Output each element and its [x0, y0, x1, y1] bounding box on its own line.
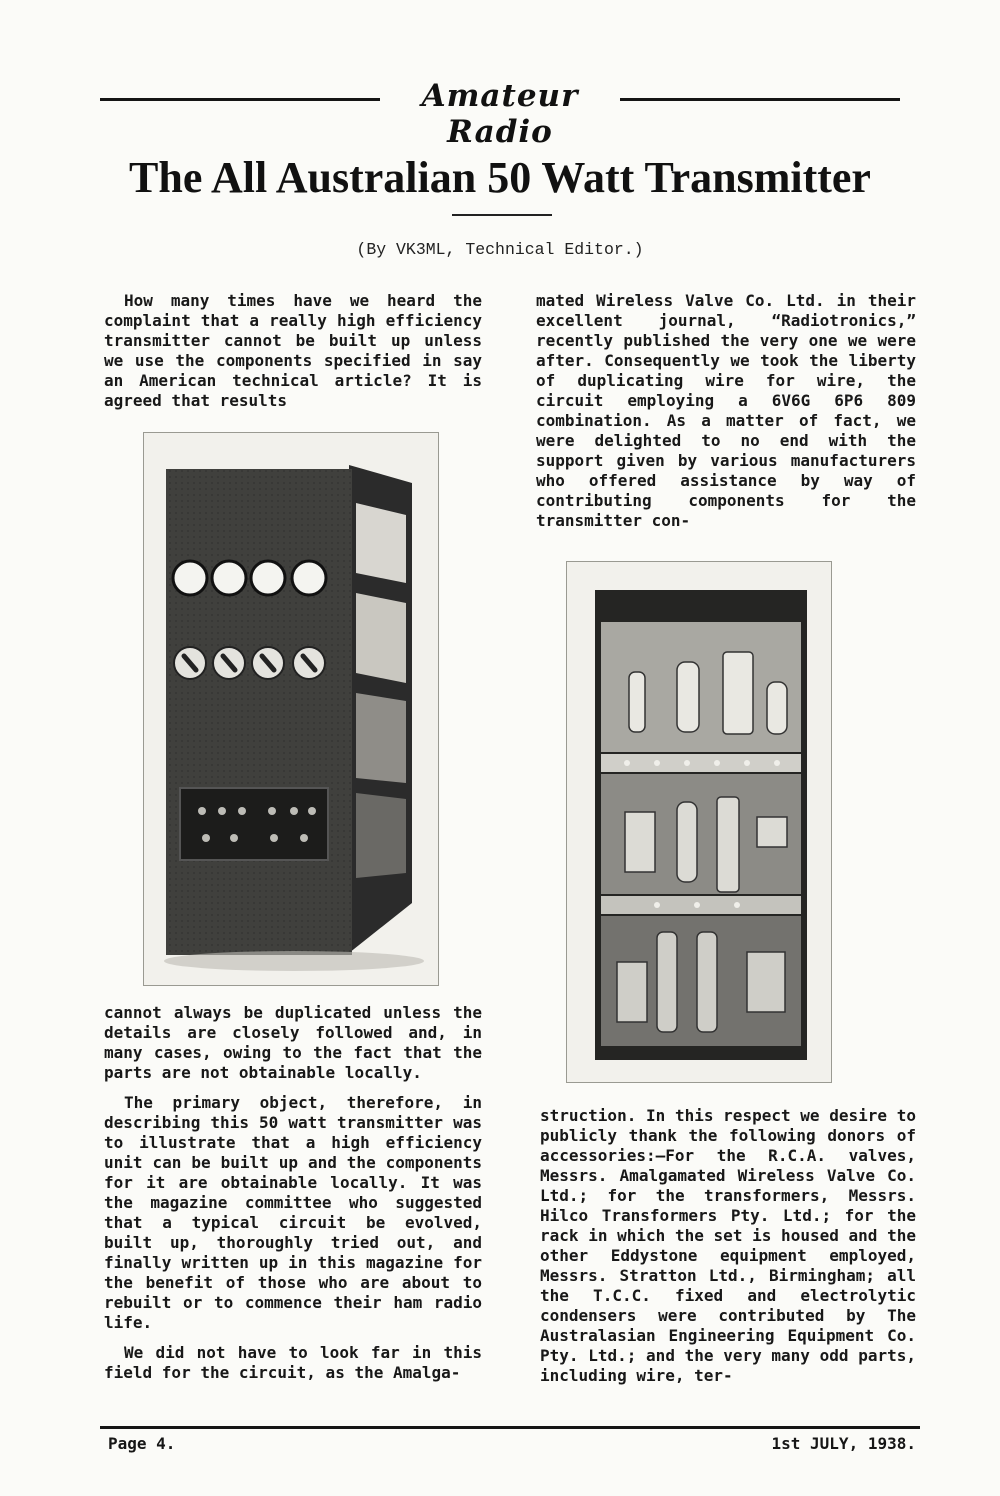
- paragraph: We did not have to look far in this field for the circuit, as the Amalga-: [104, 1343, 482, 1382]
- article-byline: (By VK3ML, Technical Editor.): [356, 240, 644, 259]
- paragraph: mated Wireless Valve Co. Ltd. in their excellent journal, “Radiotronics,” recently published the very one we were after. Consequently we took the liberty of duplicating wire for wire, the circuit employing a 6V6G 6P6 809 combination. As a matter of fact, we were delighted to no end with the support given by various manufacturers who offered assistance by way of contributing components for the transmitter con-: [536, 291, 916, 530]
- paragraph: How many times have we heard the complaint that a really high efficiency transmitter cannot be built up unless we use the components specified in say an American technical article? It is agreed that results: [104, 291, 482, 410]
- column-left-bottom: [104, 1003, 482, 1393]
- masthead-rule-left: [100, 98, 380, 101]
- column-right-top: [536, 291, 916, 541]
- article-title: The All Australian 50 Watt Transmitter: [129, 153, 871, 202]
- masthead-title: Amateur Radio: [421, 78, 579, 150]
- transmitter-front-illustration: [144, 433, 438, 985]
- transmitter-front-photo: [143, 432, 439, 986]
- column-right-bottom: [540, 1106, 916, 1396]
- page-number: Page 4.: [108, 1434, 176, 1453]
- paragraph: cannot always be duplicated unless the details are closely followed and, in many cases, owing to the fact that the parts are not obtainable locally.: [104, 1003, 482, 1082]
- footer-rule: [100, 1426, 920, 1429]
- issue-date: 1st JULY, 1938.: [771, 1434, 916, 1453]
- column-left-top: [104, 291, 482, 421]
- transmitter-rear-photo: [566, 561, 832, 1083]
- transmitter-rear-illustration: [567, 562, 831, 1082]
- masthead: [100, 78, 900, 150]
- title-divider: [452, 214, 552, 216]
- masthead-rule-right: [620, 98, 900, 101]
- paragraph: The primary object, therefore, in describing this 50 watt transmitter was to illustrate that a high efficiency unit can be built up and the components for it are obtainable locally. It was the magazine committee who suggested that a typical circuit be evolved, built up, thoroughly tried out, and finally written up in this magazine for the benefit of those who are about to rebuilt or to commence their ham radio life.: [104, 1093, 482, 1332]
- paragraph: struction. In this respect we desire to publicly thank the following donors of accessories:—For the R.C.A. valves, Messrs. Amalgamated Wireless Valve Co. Ltd.; for the transformers, Messrs. Hilco Transformers Pty. Ltd.; for the rack in which the set is housed and the other Eddystone equipment employed, Messrs. Stratton Ltd., Birmingham; all the T.C.C. fixed and electrolytic condensers were contributed by The Australasian Engineering Equipment Co. Pty. Ltd.; and the very many odd parts, including wire, ter-: [540, 1106, 916, 1385]
